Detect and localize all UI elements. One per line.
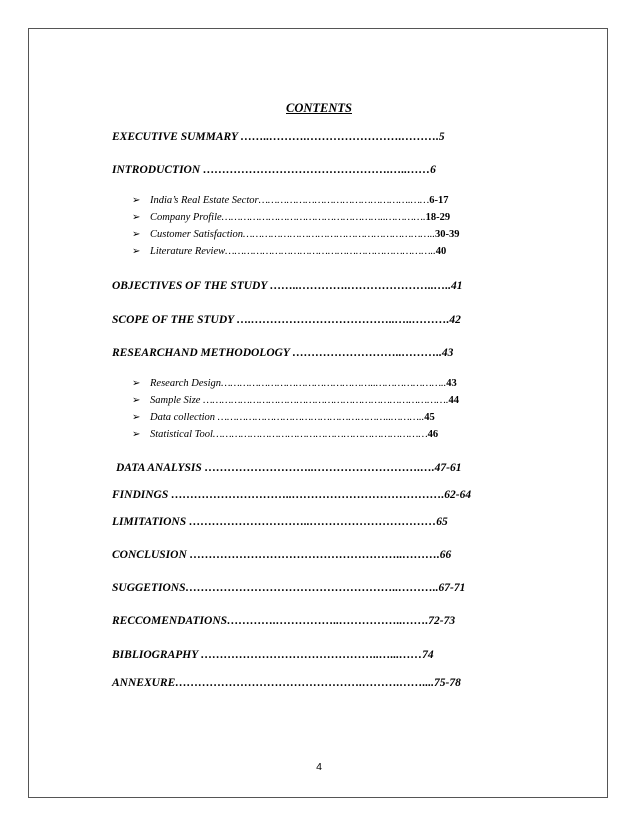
arrow-bullet-icon: ➢ bbox=[132, 429, 141, 440]
toc-label: SCOPE OF THE STUDY bbox=[112, 314, 237, 326]
toc-label: Sample Size bbox=[150, 395, 204, 406]
arrow-bullet-icon: ➢ bbox=[132, 412, 141, 423]
toc-entry-bibliography[interactable] bbox=[112, 648, 434, 662]
toc-label: Data collection bbox=[150, 412, 218, 423]
toc-label: CONCLUSION bbox=[112, 549, 190, 561]
toc-page: 47-61 bbox=[434, 462, 462, 474]
toc-page: 6-17 bbox=[429, 195, 449, 206]
toc-subentry-customer-satisfaction[interactable] bbox=[150, 228, 460, 242]
toc-leader-dots: ………………………………………………..……….. bbox=[217, 412, 425, 423]
toc-label: LIMITATIONS bbox=[112, 516, 190, 528]
toc-leader-dots: ………………………………………….…… bbox=[258, 195, 430, 206]
toc-label: Company Profile bbox=[150, 212, 222, 223]
toc-leader-dots: …………………………………………………….. bbox=[243, 229, 436, 240]
toc-label: India’s Real Estate Sector bbox=[150, 195, 259, 206]
toc-label: FINDINGS bbox=[112, 489, 172, 501]
toc-leader-dots: ………………………………………………..……….. bbox=[185, 582, 439, 594]
toc-entry-annexure[interactable] bbox=[112, 676, 461, 690]
toc-label: SUGGETIONS bbox=[112, 582, 186, 594]
toc-leader-dots: …………………………………………………………… bbox=[212, 429, 428, 440]
toc-page: 5 bbox=[438, 131, 445, 143]
contents-title: CONTENTS bbox=[286, 101, 352, 115]
toc-page: 72-73 bbox=[428, 615, 456, 627]
toc-subentry-data-collection[interactable] bbox=[150, 411, 435, 425]
toc-entry-introduction[interactable] bbox=[112, 163, 436, 177]
toc-label: RESEARCHAND METHODOLOGY bbox=[112, 347, 293, 359]
toc-leader-dots: ……………………………………………………………………. bbox=[203, 395, 449, 406]
toc-page: 45 bbox=[424, 412, 435, 423]
toc-leader-dots: ………………………………………………..………. bbox=[189, 549, 440, 561]
toc-entry-research-methodology[interactable] bbox=[112, 346, 453, 360]
toc-page: 43 bbox=[441, 347, 454, 359]
toc-page: 67-71 bbox=[438, 582, 466, 594]
toc-entry-limitations[interactable] bbox=[112, 515, 448, 529]
toc-leader-dots: …………………………………………..………………….. bbox=[221, 378, 447, 389]
arrow-bullet-icon: ➢ bbox=[132, 378, 141, 389]
toc-page: 43 bbox=[446, 378, 457, 389]
toc-leader-dots: ………………………………………….……….…….... bbox=[175, 677, 435, 689]
toc-entry-executive-summary[interactable] bbox=[112, 130, 445, 144]
toc-label: BIBLIOGRAPHY bbox=[112, 649, 201, 661]
toc-leader-dots: ……………………………………………..…………. bbox=[221, 212, 426, 223]
toc-entry-reccomendations[interactable] bbox=[112, 614, 455, 628]
toc-label: INTRODUCTION bbox=[112, 164, 204, 176]
toc-leader-dots: …………………………..…………………………… bbox=[189, 516, 437, 528]
toc-page: 46 bbox=[427, 429, 439, 440]
toc-subentry-sample-size[interactable] bbox=[150, 394, 459, 408]
arrow-bullet-icon: ➢ bbox=[132, 212, 141, 223]
toc-label: Customer Satisfaction bbox=[150, 229, 244, 240]
toc-page: 41 bbox=[450, 280, 463, 292]
arrow-bullet-icon: ➢ bbox=[132, 395, 141, 406]
toc-label: OBJECTIVES OF THE STUDY bbox=[112, 280, 270, 292]
toc-entry-suggetions[interactable] bbox=[112, 581, 465, 595]
toc-page: 18-29 bbox=[425, 212, 451, 223]
toc-subentry-statistical-tool[interactable] bbox=[150, 428, 438, 442]
toc-page: 30-39 bbox=[435, 229, 460, 240]
footer-page-number: 4 bbox=[316, 761, 322, 773]
toc-label: EXECUTIVE SUMMARY bbox=[112, 131, 241, 143]
toc-label: DATA ANALYSIS bbox=[116, 462, 205, 474]
toc-leader-dots: ……..………….…………………..….. bbox=[269, 280, 451, 292]
toc-subentry-company-profile[interactable] bbox=[150, 211, 450, 225]
toc-leader-dots: ………….……………..……………..……. bbox=[227, 615, 429, 627]
arrow-bullet-icon: ➢ bbox=[132, 195, 141, 206]
toc-entry-findings[interactable] bbox=[112, 488, 471, 502]
toc-label: RECCOMENDATIONS bbox=[112, 615, 228, 627]
toc-page: 65 bbox=[436, 516, 448, 528]
toc-page: 75-78 bbox=[434, 677, 461, 689]
toc-entry-scope[interactable] bbox=[112, 313, 461, 327]
toc-leader-dots: ………………………..……….. bbox=[292, 347, 442, 359]
toc-label: Literature Review bbox=[150, 246, 226, 257]
toc-page: 74 bbox=[422, 649, 434, 661]
toc-subentry-research-design[interactable] bbox=[150, 377, 457, 391]
toc-leader-dots: ………………………………………………………….. bbox=[225, 246, 436, 257]
toc-label: Research Design bbox=[150, 378, 222, 389]
arrow-bullet-icon: ➢ bbox=[132, 246, 141, 257]
arrow-bullet-icon: ➢ bbox=[132, 229, 141, 240]
toc-page: 62-64 bbox=[444, 489, 472, 501]
toc-subentry-literature-review[interactable] bbox=[150, 245, 446, 259]
toc-leader-dots: ………………………………………..…...…… bbox=[200, 649, 423, 661]
toc-page: 6 bbox=[430, 164, 436, 176]
toc-leader-dots: ………………………………………….…..…… bbox=[203, 164, 431, 176]
toc-label: ANNEXURE bbox=[112, 677, 176, 689]
toc-leader-dots: ….………………………………..…..………. bbox=[236, 314, 450, 326]
toc-page: 66 bbox=[439, 549, 452, 561]
toc-label: Statistical Tool bbox=[150, 429, 213, 440]
toc-leader-dots: ……..……….…………………….………. bbox=[240, 131, 439, 143]
toc-entry-objectives[interactable] bbox=[112, 279, 462, 293]
toc-page: 42 bbox=[449, 314, 461, 326]
toc-leader-dots: ………………………..……………………….…. bbox=[204, 462, 435, 474]
toc-page: 44 bbox=[448, 395, 459, 406]
toc-subentry-real-estate-sector[interactable] bbox=[150, 194, 449, 208]
toc-leader-dots: …………………………..…………………………………. bbox=[171, 489, 445, 501]
toc-page: 40 bbox=[435, 246, 447, 257]
toc-entry-data-analysis[interactable] bbox=[116, 461, 461, 475]
toc-entry-conclusion[interactable] bbox=[112, 548, 451, 562]
